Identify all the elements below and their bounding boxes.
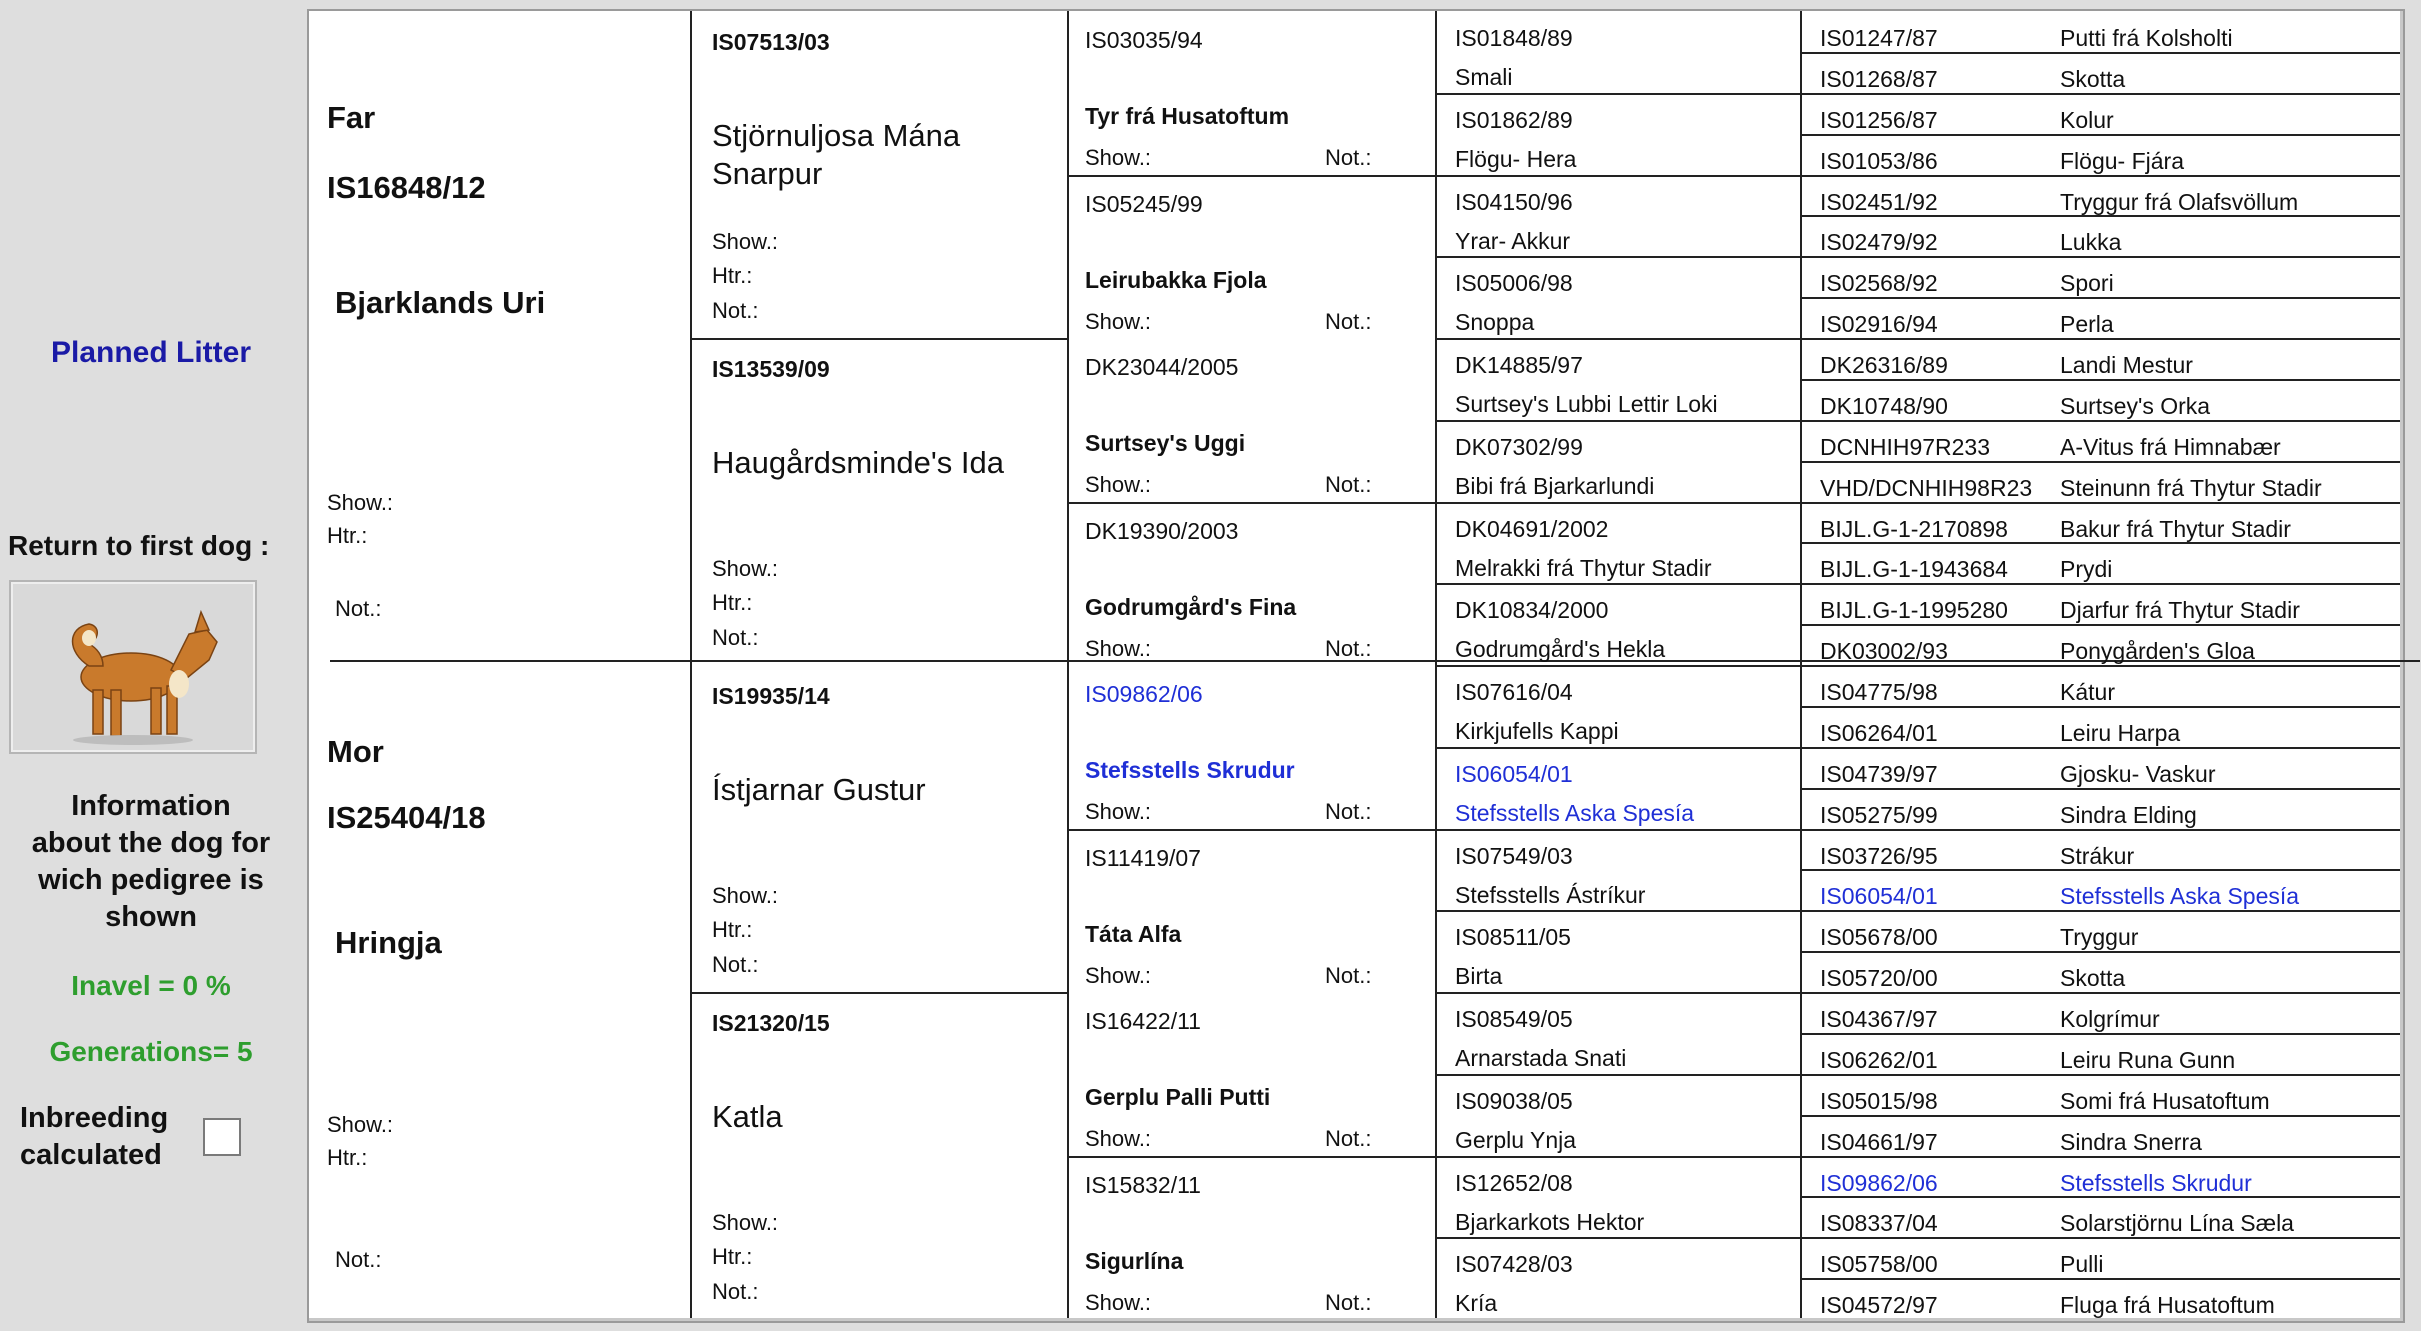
gen5-name[interactable]: Sindra Elding (2060, 801, 2197, 828)
gen5-name[interactable]: Gjosku- Vaskur (2060, 760, 2216, 787)
show-label: Show.: (327, 1112, 394, 1137)
inbreeding-checkbox[interactable] (203, 1118, 241, 1156)
gen5-name[interactable]: Tryggur (2060, 924, 2139, 951)
gen2-reg: IS13539/09 (712, 356, 830, 382)
show-label: Show.: (1085, 1289, 1152, 1315)
gen2-name[interactable]: Ístjarnar Gustur (712, 772, 926, 807)
gen4-name[interactable]: Stefsstells Aska Spesía (1455, 799, 1695, 826)
gen4-name[interactable]: Bjarkarkots Hektor (1455, 1208, 1645, 1235)
divider-gen5 (1800, 297, 2400, 299)
divider-gen5 (1800, 175, 2400, 177)
divider-gen5 (1800, 1237, 2400, 1239)
gen4-reg: IS07616/04 (1455, 679, 1573, 705)
not-label: Not.: (1325, 1126, 1372, 1151)
gen4-name[interactable]: Kría (1455, 1290, 1498, 1317)
gen4-name[interactable]: Snoppa (1455, 309, 1535, 336)
divider-gen5 (1800, 93, 2400, 95)
divider-gen5 (1800, 1156, 2400, 1158)
gen3-reg: IS09862/06 (1085, 681, 1203, 707)
divider-gen5 (1800, 910, 2400, 912)
gen3-name[interactable]: Gerplu Palli Putti (1085, 1084, 1271, 1110)
gen5-reg: DCNHIH97R233 (1820, 433, 1991, 460)
gen5-reg: IS06262/01 (1820, 1046, 1938, 1073)
inbreeding-line: Inbreeding (20, 1102, 169, 1134)
gen5-name[interactable]: Perla (2060, 311, 2114, 338)
left-panel (0, 0, 302, 1331)
gen5-reg: IS06054/01 (1820, 883, 1938, 910)
info-line: wich pedigree is (38, 864, 264, 896)
not-label: Not.: (1325, 1289, 1372, 1315)
gen5-name[interactable]: A-Vitus frá Himnabær (2060, 433, 2281, 460)
gen3-reg: IS11419/07 (1085, 844, 1201, 871)
show-label: Show.: (1085, 308, 1152, 334)
gen5-name[interactable]: Tryggur frá Olafsvöllum (2060, 188, 2299, 215)
gen3-name[interactable]: Táta Alfa (1085, 920, 1182, 947)
gen3-name[interactable]: Tyr frá Husatoftum (1085, 103, 1290, 129)
gen5-reg: IS01268/87 (1820, 65, 1938, 92)
gen5-reg: BIJL.G-1-1943684 (1820, 556, 2008, 583)
gen5-reg: IS04661/97 (1820, 1128, 1938, 1155)
gen1-role: Mor (327, 734, 384, 769)
gen5-name[interactable]: Leiru Harpa (2060, 719, 2181, 746)
gen5-name[interactable]: Steinunn frá Thytur Stadir (2060, 474, 2322, 501)
gen4-reg: IS07428/03 (1455, 1251, 1573, 1278)
htr-label: Htr.: (712, 1244, 753, 1269)
not-label: Not.: (712, 298, 759, 323)
gen5-name[interactable]: Solarstjörnu Lína Sæla (2060, 1210, 2294, 1237)
gen5-reg: IS04367/97 (1820, 1006, 1938, 1032)
return-label: Return to first dog : (8, 530, 270, 561)
gen5-name[interactable]: Stefsstells Aska Spesía (2060, 883, 2300, 910)
not-label: Not.: (335, 596, 382, 621)
gen3-reg: IS03035/94 (1085, 27, 1203, 53)
divider-gen5 (1800, 1278, 2400, 1280)
gen5-name[interactable]: Fluga frá Husatoftum (2060, 1292, 2275, 1319)
gen5-name[interactable]: Lukka (2060, 229, 2122, 256)
gen5-reg: IS08337/04 (1820, 1210, 1938, 1237)
gen5-reg: IS04775/98 (1820, 679, 1938, 705)
divider-gen5 (1800, 747, 2400, 749)
column-divider (1067, 11, 1069, 1318)
divider-gen5 (1800, 1074, 2400, 1076)
show-label: Show.: (327, 490, 394, 515)
gen5-reg: IS09862/06 (1820, 1169, 1938, 1196)
divider-gen5 (1800, 951, 2400, 953)
gen5-name[interactable]: Bakur frá Thytur Stadir (2060, 515, 2291, 542)
gen4-reg: DK10834/2000 (1455, 597, 1609, 624)
gen3-reg: IS16422/11 (1085, 1008, 1201, 1034)
info-line: about the dog for (31, 827, 271, 859)
gen3-reg: IS05245/99 (1085, 190, 1203, 217)
divider-gen3 (1067, 1156, 1435, 1158)
divider-gen4 (1435, 175, 1800, 177)
dog-icon (11, 582, 255, 752)
gen5-name[interactable]: Spori (2060, 270, 2114, 297)
divider-gen4 (1435, 256, 1800, 258)
dog-information-text (0, 788, 302, 936)
inavel-value: Inavel = 0 % (71, 970, 231, 1001)
generations-value: Generations= 5 (49, 1036, 253, 1067)
divider-gen2 (690, 992, 1067, 994)
gen3-name[interactable]: Leirubakka Fjola (1085, 266, 1267, 293)
gen5-name[interactable]: Pulli (2060, 1251, 2104, 1278)
gen4-reg: IS05006/98 (1455, 270, 1573, 297)
divider-gen5 (1800, 379, 2400, 381)
gen4-name[interactable]: Smali (1455, 64, 1513, 90)
gen5-reg: IS01247/87 (1820, 25, 1938, 51)
not-label: Not.: (1325, 799, 1372, 824)
divider-gen1 (330, 660, 690, 662)
gen3-name[interactable]: Stefsstells Skrudur (1085, 757, 1295, 783)
gen4-reg: DK04691/2002 (1455, 515, 1609, 542)
gen4-reg: DK14885/97 (1455, 352, 1583, 378)
divider-gen5 (1800, 706, 2400, 708)
gen5-name[interactable]: Putti frá Kolsholti (2060, 25, 2233, 51)
pedigree-table (307, 9, 2405, 1323)
gen1-reg: IS25404/18 (327, 800, 486, 835)
divider-gen2 (690, 338, 1067, 340)
gen5-reg: IS03726/95 (1820, 842, 1938, 869)
divider-gen5 (1800, 215, 2400, 217)
not-label: Not.: (1325, 635, 1372, 661)
not-label: Not.: (1325, 145, 1372, 170)
gen4-name[interactable]: Kirkjufells Kappi (1455, 718, 1619, 744)
divider-gen4 (1435, 338, 1800, 340)
divider-gen5 (1800, 502, 2400, 504)
divider-gen4 (1435, 829, 1800, 831)
gen5-reg: IS05720/00 (1820, 965, 1938, 992)
gen5-reg: IS01053/86 (1820, 147, 1938, 174)
gen5-reg: BIJL.G-1-2170898 (1820, 515, 2008, 542)
not-label: Not.: (1325, 472, 1372, 497)
gen5-name[interactable]: Skotta (2060, 965, 2126, 992)
gen5-name[interactable]: Prydi (2060, 556, 2113, 583)
info-line: shown (105, 901, 197, 933)
gen2-name[interactable]: Stjörnuljosa Mána (712, 118, 961, 153)
show-label: Show.: (712, 229, 779, 254)
gen1-name[interactable]: Hringja (335, 925, 442, 960)
divider-gen3 (1067, 502, 1435, 504)
show-label: Show.: (1085, 472, 1152, 497)
divider-gen5 (1800, 665, 2400, 667)
show-label: Show.: (1085, 635, 1152, 661)
gen4-name[interactable]: Melrakki frá Thytur Stadir (1455, 554, 1712, 581)
gen1-name[interactable]: Bjarklands Uri (335, 285, 546, 320)
divider-gen5 (1800, 869, 2400, 871)
divider-gen4 (1435, 1074, 1800, 1076)
gen4-name[interactable]: Birta (1455, 963, 1503, 990)
gen5-name[interactable]: Kolur (2060, 106, 2114, 133)
gen4-name[interactable]: Surtsey's Lubbi Lettir Loki (1455, 391, 1718, 417)
gen5-reg: IS04572/97 (1820, 1292, 1938, 1319)
divider-gen4 (1435, 1156, 1800, 1158)
gen4-name[interactable]: Arnarstada Snati (1455, 1045, 1627, 1071)
gen4-reg: IS09038/05 (1455, 1087, 1573, 1114)
gen4-name[interactable]: Yrar- Akkur (1455, 227, 1571, 254)
not-label: Not.: (712, 952, 759, 977)
not-label: Not.: (1325, 308, 1372, 334)
gen5-reg: IS05275/99 (1820, 801, 1938, 828)
gen5-reg: DK26316/89 (1820, 352, 1948, 378)
gen4-reg: IS08511/05 (1455, 924, 1571, 951)
divider-gen4 (1435, 747, 1800, 749)
gen4-reg: IS01862/89 (1455, 106, 1573, 133)
inbreeding-line: calculated (20, 1139, 162, 1171)
divider-gen4 (1435, 910, 1800, 912)
gen5-reg: DK10748/90 (1820, 392, 1948, 419)
gen3-name[interactable]: Sigurlína (1085, 1247, 1184, 1274)
gen5-reg: IS02916/94 (1820, 311, 1938, 338)
gen5-reg: IS05015/98 (1820, 1087, 1938, 1114)
gen4-name[interactable]: Stefsstells Ástríkur (1455, 881, 1646, 908)
gen4-reg: IS08549/05 (1455, 1006, 1573, 1032)
show-label: Show.: (1085, 799, 1152, 824)
gen5-name[interactable]: Djarfur frá Thytur Stadir (2060, 597, 2300, 624)
gen5-reg: IS06264/01 (1820, 719, 1938, 746)
gen4-name[interactable]: Bibi frá Bjarkarlundi (1455, 472, 1655, 499)
show-label: Show.: (1085, 1126, 1152, 1151)
gen5-name[interactable]: Skotta (2060, 65, 2126, 92)
gen5-reg: IS05758/00 (1820, 1251, 1938, 1278)
gen5-name[interactable]: Kolgrímur (2060, 1006, 2160, 1032)
htr-label: Htr.: (712, 590, 753, 615)
gen4-reg: IS01848/89 (1455, 25, 1573, 51)
gen1-role: Far (327, 100, 376, 135)
gen4-name[interactable]: Flögu- Hera (1455, 145, 1577, 172)
gen5-reg: BIJL.G-1-1995280 (1820, 597, 2008, 624)
gen2-reg: IS07513/03 (712, 29, 830, 55)
gen5-name[interactable]: Surtsey's Orka (2060, 392, 2211, 419)
show-label: Show.: (1085, 962, 1152, 988)
gen5-name[interactable]: Strákur (2060, 842, 2135, 869)
divider-gen4 (1435, 1237, 1800, 1239)
gen5-name[interactable]: Leiru Runa Gunn (2060, 1046, 2236, 1073)
gen2-name[interactable]: Snarpur (712, 156, 823, 191)
return-to-first-dog-button[interactable] (9, 580, 257, 754)
gen2-reg: IS21320/15 (712, 1010, 830, 1036)
show-label: Show.: (712, 556, 779, 581)
divider-gen5 (1800, 461, 2400, 463)
divider-gen5 (1800, 788, 2400, 790)
gen4-name[interactable]: Gerplu Ynja (1455, 1126, 1577, 1153)
gen5-reg: IS02568/92 (1820, 270, 1938, 297)
htr-label: Htr.: (712, 263, 753, 288)
divider-gen5 (1800, 338, 2400, 340)
gen3-reg: DK19390/2003 (1085, 517, 1239, 544)
divider-gen3 (1067, 175, 1435, 177)
gen5-reg: VHD/DCNHIH98R23 (1820, 474, 2033, 501)
gen5-reg: IS05678/00 (1820, 924, 1938, 951)
divider-gen4 (1435, 583, 1800, 585)
gen5-name[interactable]: Ponygården's Gloa (2060, 638, 2255, 665)
not-label: Not.: (335, 1247, 382, 1272)
gen5-reg: IS02479/92 (1820, 229, 1938, 256)
divider-gen5 (1800, 256, 2400, 258)
gen4-reg: IS12652/08 (1455, 1169, 1573, 1196)
gen5-name[interactable]: Flögu- Fjára (2060, 147, 2184, 174)
gen5-name[interactable]: Kátur (2060, 679, 2115, 705)
gen4-name[interactable]: Godrumgård's Hekla (1455, 636, 1666, 663)
gen5-name[interactable]: Somi frá Husatoftum (2060, 1087, 2270, 1114)
divider-gen5 (1800, 52, 2400, 54)
gen4-reg: IS06054/01 (1455, 760, 1573, 787)
gen3-name[interactable]: Godrumgård's Fina (1085, 593, 1297, 620)
divider-gen5 (1800, 1033, 2400, 1035)
gen5-name[interactable]: Sindra Snerra (2060, 1128, 2202, 1155)
gen3-reg: DK23044/2005 (1085, 354, 1239, 380)
divider-gen5 (1800, 542, 2400, 544)
divider-gen5 (1800, 134, 2400, 136)
gen2-reg: IS19935/14 (712, 683, 830, 709)
divider-gen3 (1067, 829, 1435, 831)
gen2-name[interactable]: Katla (712, 1099, 783, 1134)
gen5-reg: IS04739/97 (1820, 760, 1938, 787)
not-label: Not.: (712, 1279, 759, 1304)
show-label: Show.: (712, 1210, 779, 1235)
divider-gen4 (1435, 665, 1800, 667)
column-divider (690, 11, 692, 1318)
gen4-reg: DK07302/99 (1455, 433, 1583, 460)
show-label: Show.: (1085, 145, 1152, 170)
planned-litter-link[interactable]: Planned Litter (50, 336, 252, 369)
divider-gen5 (1800, 1196, 2400, 1198)
divider-gen5 (1800, 992, 2400, 994)
divider-gen4 (1435, 420, 1800, 422)
gen3-name[interactable]: Surtsey's Uggi (1085, 430, 1246, 456)
inbreeding-label (20, 1100, 169, 1174)
gen5-name[interactable]: Stefsstells Skrudur (2060, 1169, 2252, 1196)
divider-gen4 (1435, 93, 1800, 95)
divider-gen4 (1435, 502, 1800, 504)
gen4-reg: IS07549/03 (1455, 842, 1573, 869)
gen5-reg: IS02451/92 (1820, 188, 1938, 215)
show-label: Show.: (712, 883, 779, 908)
info-line: Information (71, 790, 231, 822)
not-label: Not.: (712, 625, 759, 650)
gen5-reg: DK03002/93 (1820, 638, 1948, 665)
divider-gen5 (1800, 420, 2400, 422)
divider-gen5 (1800, 829, 2400, 831)
divider-gen4 (1435, 992, 1800, 994)
gen5-name[interactable]: Landi Mestur (2060, 352, 2193, 378)
gen3-reg: IS15832/11 (1085, 1171, 1201, 1198)
gen4-reg: IS04150/96 (1455, 188, 1573, 215)
divider-gen5 (1800, 583, 2400, 585)
divider-gen5 (1800, 1115, 2400, 1117)
htr-label: Htr.: (327, 523, 368, 548)
htr-label: Htr.: (327, 1145, 368, 1170)
gen2-name[interactable]: Haugårdsminde's Ida (712, 445, 1004, 480)
not-label: Not.: (1325, 962, 1372, 988)
htr-label: Htr.: (712, 917, 753, 942)
gen5-reg: IS01256/87 (1820, 106, 1938, 133)
gen1-reg: IS16848/12 (327, 170, 486, 205)
divider-gen5 (1800, 624, 2400, 626)
